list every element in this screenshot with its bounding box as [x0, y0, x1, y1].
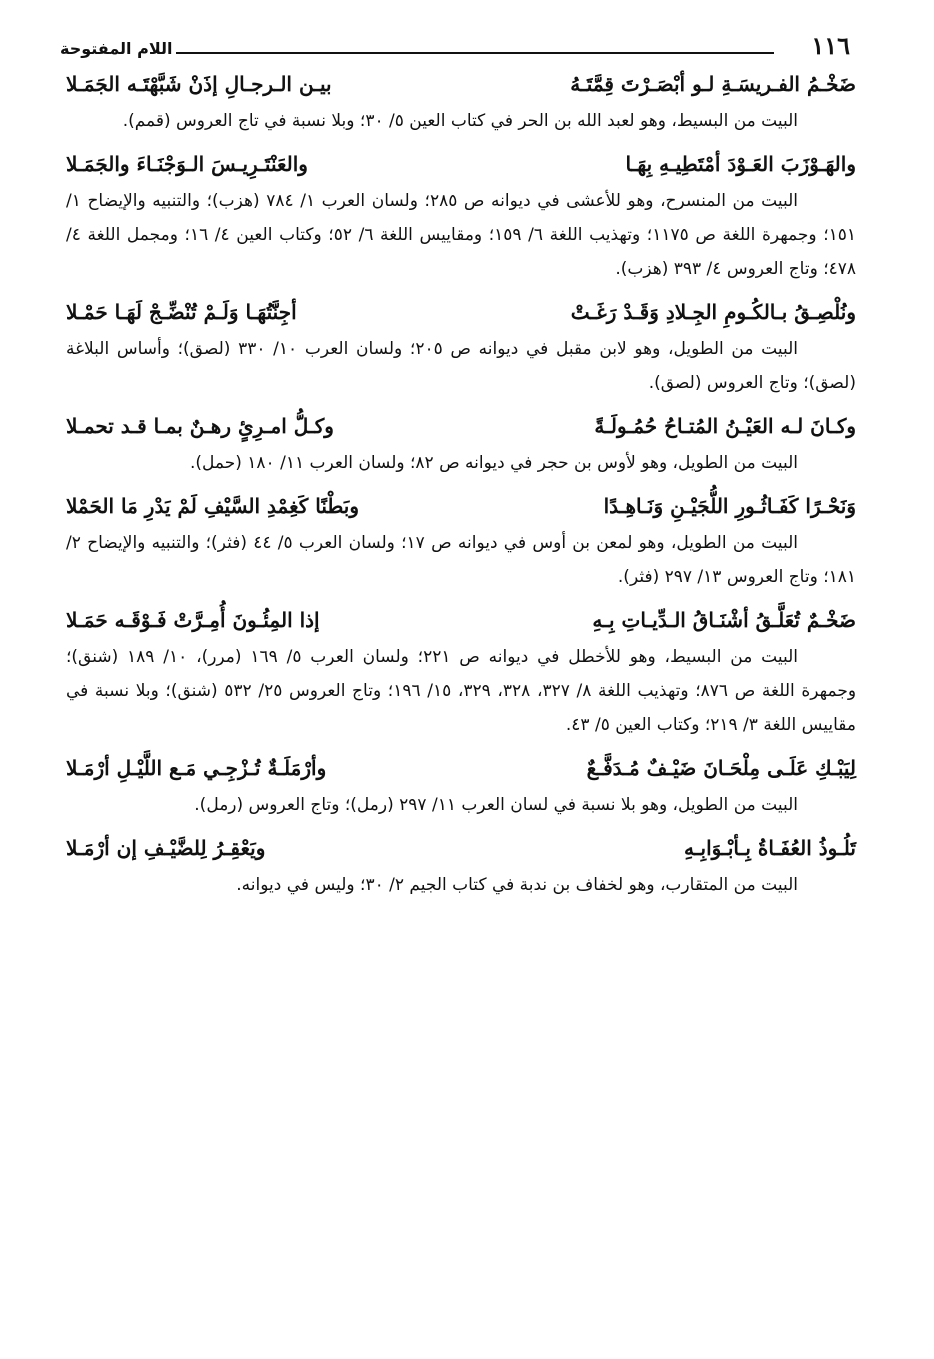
poem-entry-3 — [66, 286, 856, 400]
verse-footnote: البيت من الطويل، وهو بلا نسبة في لسان العرب ١١/ ٢٩٧ (رمل)؛ وتاج العروس (رمل). — [194, 795, 798, 815]
verse-second-hemistich: إذا المِئُـونَ أُمِـرَّتْ فَـوْقَـه حَمَـلا — [66, 608, 320, 632]
verse-first-hemistich: ونُلْصِـقُ بـالكُـومِ الجِـلادِ وَقَـدْ رَغَـتْ — [570, 300, 856, 324]
verse-second-hemistich: ويَعْقِـرُ لِلضَّيْـفِ إن أرْمَـلا — [66, 836, 266, 860]
verse-footnote: البيت من المتقارب، وهو لخفاف بن ندبة في كتاب الجيم ٢/ ٣٠؛ وليس في ديوانه. — [236, 875, 798, 895]
verse-footnote: البيت من الطويل، وهو لمعن بن أوس في ديوانه ص ١٧؛ ولسان العرب ٥/ ٤٤ (فثر)؛ والتنبيه والإيضاح ٢/ ١٨١؛ وتاج العروس ١٣/ ٢٩٧ (فثر). — [66, 533, 856, 587]
poem-entry-7 — [66, 742, 856, 822]
verse-first-hemistich: ضَخْـمُ الفـريسَـةِ لـو أبْصَـرْتَ قِمَّتَـهُ — [570, 72, 856, 96]
page-header — [60, 30, 856, 64]
running-title: اللام المفتوحة — [60, 39, 173, 58]
verse-line — [66, 742, 856, 788]
verse-line — [66, 138, 856, 184]
verse-first-hemistich: وَنَحْـرًا كَفَـاثُـورِ اللُّجَيْـنِ وَنَـاهِـدًا — [603, 494, 856, 518]
verse-second-hemistich: أجِنَّتُهَـا وَلَـمْ تُنْضِّـجْ لَهَـا حَمْـلا — [66, 300, 297, 324]
header-rule — [176, 52, 774, 54]
verse-line — [66, 594, 856, 640]
verse-line — [66, 286, 856, 332]
verse-line — [66, 400, 856, 446]
poem-entry-2 — [66, 138, 856, 286]
poem-entry-5 — [66, 480, 856, 594]
book-page — [60, 30, 857, 902]
verse-first-hemistich: لِيَبْـكِ عَلَـى مِلْحَـانَ ضَيْـفٌ مُـدَفَّـعٌ — [586, 756, 856, 780]
verse-footnote: البيت من الطويل، وهو لأوس بن حجر في ديوانه ص ٨٢؛ ولسان العرب ١١/ ١٨٠ (حمل). — [189, 453, 798, 473]
verse-line — [66, 64, 856, 104]
verse-first-hemistich: والهَـوْزَبَ العَـوْدَ أمْتَطِيـهِ بِهَـا — [625, 152, 856, 176]
verse-first-hemistich: تَلُـوذُ العُفَـاةُ بِـأبْـوَابِـهِ — [683, 836, 856, 860]
verse-first-hemistich: وكـانَ لـه العَيْـنُ المُتـاحُ حُمُـولَـةً — [594, 414, 856, 438]
poem-entry-8 — [66, 822, 856, 902]
verse-first-hemistich: ضَخْـمٌ تُعَلَّـقُ أشْنَـاقُ الـدِّيـاتِ بِـهِ — [592, 608, 856, 632]
verse-footnote: البيت من الطويل، وهو لابن مقبل في ديوانه ص ٢٠٥؛ ولسان العرب ١٠/ ٣٣٠ (لصق)؛ وأساس البلاغة (لصق)؛ وتاج العروس (لصق). — [66, 339, 856, 393]
poem-entry-6 — [66, 594, 856, 742]
verse-second-hemistich: بيـن الـرجـالِ إذَنْ شَبَّهْتَـه الجَمَـلا — [66, 72, 332, 96]
verse-second-hemistich: وكـلُّ امـرِئٍ رهـنٌ بمـا قـد تحمـلا — [66, 414, 334, 438]
page-number: ١١٦ — [811, 31, 850, 60]
verse-line — [66, 822, 856, 868]
verse-line — [66, 480, 856, 526]
verse-footnote: البيت من المنسرح، وهو للأعشى في ديوانه ص ٢٨٥؛ ولسان العرب ١/ ٧٨٤ (هزب)؛ والتنبيه والإيضاح ١/ ١٥١؛ وجمهرة اللغة ص ١١٧٥؛ وتهذيب اللغة ٦/ ١٥٩؛ ومقاييس اللغة ٦/ ٥٢؛ وكتاب العين ٤/ ١٦؛ ومجمل اللغة ٤/ ٤٧٨؛ وتاج العروس ٤/ ٣٩٣ (هزب). — [66, 191, 857, 279]
verse-second-hemistich: وبَطْنًا كَغِمْدِ السَّيْفِ لَمْ يَدْرِ مَا الحَمْلا — [66, 494, 359, 518]
verse-footnote: البيت من البسيط، وهو لعبد الله بن الحر في كتاب العين ٥/ ٣٠؛ وبلا نسبة في تاج العروس (قمم). — [122, 111, 798, 131]
verse-second-hemistich: وأرْمَلَـةٌ تُـزْجِـي مَـع اللَّيْـلِ أرْمَـلا — [66, 756, 327, 780]
poem-entry-1 — [66, 64, 856, 138]
verse-footnote: البيت من البسيط، وهو للأخطل في ديوانه ص ٢٢١؛ ولسان العرب ٥/ ١٦٩ (مرر)، ١٠/ ١٨٩ (شنق)؛ وجمهرة اللغة ص ٨٧٦؛ وتهذيب اللغة ٨/ ٣٢٧، ٣٢٨، ٣٢٩، ١٥/ ١٩٦؛ وتاج العروس ٢٥/ ٥٣٢ (شنق)؛ وبلا نسبة في مقاييس اللغة ٣/ ٢١٩؛ وكتاب العين ٥/ ٤٣. — [66, 647, 857, 735]
verse-second-hemistich: والعَنْتَـرِيـسَ الـوَجْنَـاءَ والجَمَـلا — [66, 152, 308, 176]
poem-entry-4 — [66, 400, 856, 480]
